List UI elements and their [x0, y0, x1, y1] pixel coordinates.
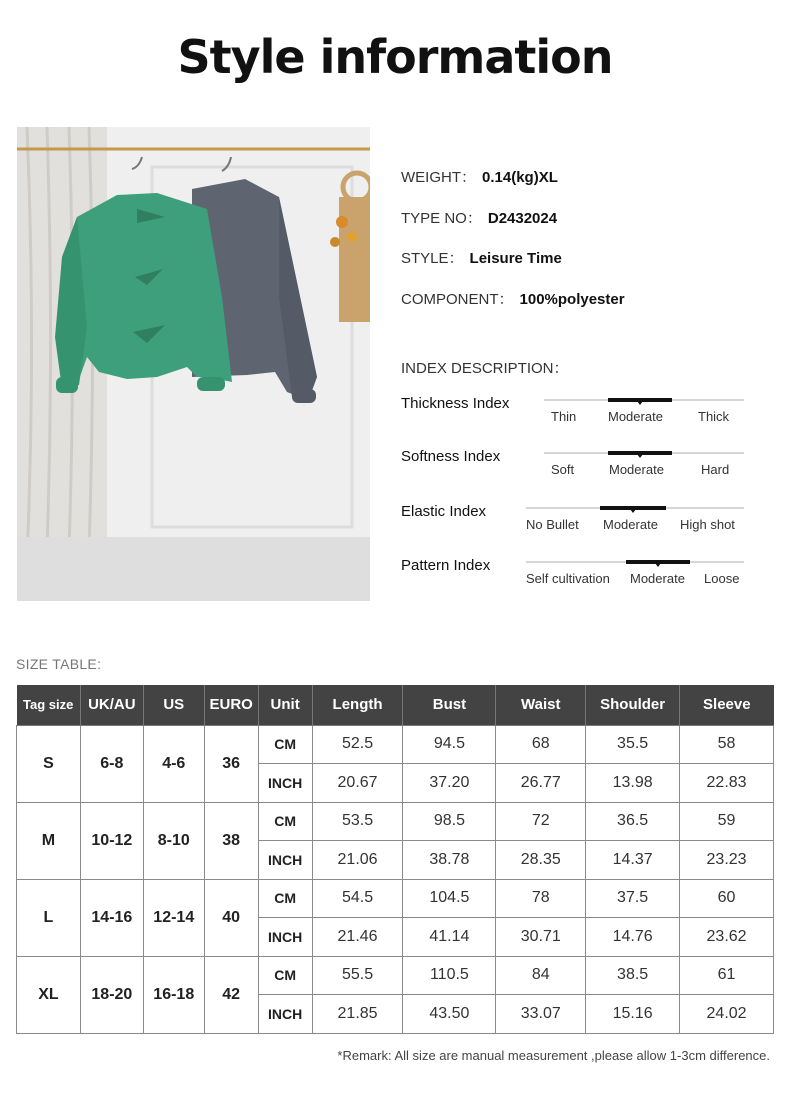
- waist-cell: 84: [496, 956, 586, 995]
- length-cell: 20.67: [312, 764, 403, 803]
- length-cell: 53.5: [312, 802, 403, 841]
- index-option: Hard: [701, 462, 730, 477]
- scale-selected-marker: [608, 451, 672, 455]
- length-cell: 52.5: [312, 725, 403, 764]
- scale-selected-marker: [626, 560, 690, 564]
- bust-cell: 43.50: [403, 995, 496, 1034]
- us-cell: 8-10: [143, 802, 204, 879]
- shoulder-cell: 35.5: [586, 725, 680, 764]
- component-label: COMPONENT：: [401, 291, 514, 308]
- sleeve-cell: 24.02: [680, 995, 774, 1034]
- remark-note: *Remark: All size are manual measurement ,please allow 1-3cm difference.: [337, 1048, 770, 1063]
- size-table-header: [17, 685, 774, 725]
- sleeve-cell: 23.62: [680, 918, 774, 957]
- length-cell: 21.06: [312, 841, 403, 880]
- header-shoulder: Shoulder: [586, 685, 680, 725]
- us-cell: 12-14: [143, 879, 204, 956]
- euro-cell: 40: [204, 879, 258, 956]
- header-sleeve: Sleeve: [680, 685, 774, 725]
- index-option: No Bullet: [526, 517, 579, 532]
- shoulder-cell: 36.5: [586, 802, 680, 841]
- waist-cell: 78: [496, 879, 586, 918]
- tag-size-cell: M: [17, 802, 81, 879]
- size-table: [16, 685, 774, 1034]
- style-row: [401, 247, 562, 268]
- thickness-index-row: [401, 395, 761, 445]
- weight-value: 0.14(kg)XL: [482, 169, 558, 186]
- tag-size-cell: XL: [17, 956, 81, 1033]
- bust-cell: 38.78: [403, 841, 496, 880]
- tag-size-cell: L: [17, 879, 81, 956]
- uk-au-cell: 6-8: [80, 725, 143, 802]
- style-value: Leisure Time: [469, 250, 562, 267]
- bust-cell: 94.5: [403, 725, 496, 764]
- waist-cell: 28.35: [496, 841, 586, 880]
- bust-cell: 110.5: [403, 956, 496, 995]
- type-label: TYPE NO：: [401, 210, 482, 227]
- us-cell: 16-18: [143, 956, 204, 1033]
- type-value: D2432024: [487, 210, 558, 227]
- style-label: STYLE：: [401, 250, 464, 267]
- bust-cell: 98.5: [403, 802, 496, 841]
- unit-cell: INCH: [258, 995, 312, 1034]
- shoulder-cell: 14.37: [586, 841, 680, 880]
- shoulder-cell: 15.16: [586, 995, 680, 1034]
- shoulder-cell: 13.98: [586, 764, 680, 803]
- sleeve-cell: 60: [680, 879, 774, 918]
- index-description-title: INDEX DESCRIPTION：: [401, 360, 569, 377]
- sleeve-cell: 58: [680, 725, 774, 764]
- index-option-selected: Moderate: [603, 517, 658, 532]
- index-option: Self cultivation: [526, 571, 610, 586]
- unit-cell: INCH: [258, 841, 312, 880]
- unit-cell: CM: [258, 956, 312, 995]
- waist-cell: 72: [496, 802, 586, 841]
- index-option: Thick: [698, 409, 730, 424]
- table-row: [17, 879, 774, 918]
- uk-au-cell: 18-20: [80, 956, 143, 1033]
- header-tag-size: Tag size: [17, 685, 81, 725]
- product-photo-illustration: [17, 127, 370, 601]
- table-row: [17, 725, 774, 764]
- header-unit: Unit: [258, 685, 312, 725]
- waist-cell: 33.07: [496, 995, 586, 1034]
- size-table-label: SIZE TABLE:: [16, 656, 102, 672]
- sleeve-cell: 59: [680, 802, 774, 841]
- header-length: Length: [312, 685, 403, 725]
- weight-row: [401, 166, 558, 187]
- index-name: Pattern Index: [401, 557, 491, 574]
- euro-cell: 36: [204, 725, 258, 802]
- scale-selected-marker: [608, 398, 672, 402]
- index-name: Elastic Index: [401, 503, 487, 520]
- type-row: [401, 207, 557, 228]
- header-euro: EURO: [204, 685, 258, 725]
- euro-cell: 42: [204, 956, 258, 1033]
- index-option: Thin: [551, 409, 577, 424]
- uk-au-cell: 10-12: [80, 802, 143, 879]
- tag-size-cell: S: [17, 725, 81, 802]
- header-us: US: [143, 685, 204, 725]
- bust-cell: 41.14: [403, 918, 496, 957]
- header-waist: Waist: [496, 685, 586, 725]
- index-name: Softness Index: [401, 448, 501, 465]
- table-row: [17, 802, 774, 841]
- table-row: [17, 956, 774, 995]
- softness-index-row: [401, 448, 761, 498]
- product-photo: [17, 127, 370, 601]
- index-option-selected: Moderate: [630, 571, 685, 586]
- index-option: Soft: [551, 462, 575, 477]
- header-uk-au: UK/AU: [80, 685, 143, 725]
- uk-au-cell: 14-16: [80, 879, 143, 956]
- waist-cell: 26.77: [496, 764, 586, 803]
- index-name: Thickness Index: [401, 395, 510, 412]
- page-title: Style information: [177, 30, 613, 84]
- header-bust: Bust: [403, 685, 496, 725]
- index-option: Loose: [704, 571, 740, 586]
- shoulder-cell: 38.5: [586, 956, 680, 995]
- length-cell: 54.5: [312, 879, 403, 918]
- length-cell: 21.46: [312, 918, 403, 957]
- unit-cell: CM: [258, 725, 312, 764]
- index-option-selected: Moderate: [608, 409, 663, 424]
- elastic-index-row: [401, 503, 761, 553]
- sleeve-cell: 61: [680, 956, 774, 995]
- bust-cell: 104.5: [403, 879, 496, 918]
- sleeve-cell: 22.83: [680, 764, 774, 803]
- pattern-index-row: [401, 557, 761, 607]
- waist-cell: 68: [496, 725, 586, 764]
- index-option-selected: Moderate: [609, 462, 664, 477]
- weight-label: WEIGHT：: [401, 169, 476, 186]
- sleeve-cell: 23.23: [680, 841, 774, 880]
- index-option: High shot: [680, 517, 735, 532]
- euro-cell: 38: [204, 802, 258, 879]
- shoulder-cell: 37.5: [586, 879, 680, 918]
- unit-cell: CM: [258, 879, 312, 918]
- component-row: [401, 288, 625, 309]
- unit-cell: CM: [258, 802, 312, 841]
- scale-selected-marker: [600, 506, 666, 510]
- unit-cell: INCH: [258, 764, 312, 803]
- length-cell: 55.5: [312, 956, 403, 995]
- bust-cell: 37.20: [403, 764, 496, 803]
- waist-cell: 30.71: [496, 918, 586, 957]
- length-cell: 21.85: [312, 995, 403, 1034]
- component-value: 100%polyester: [519, 291, 625, 308]
- us-cell: 4-6: [143, 725, 204, 802]
- unit-cell: INCH: [258, 918, 312, 957]
- shoulder-cell: 14.76: [586, 918, 680, 957]
